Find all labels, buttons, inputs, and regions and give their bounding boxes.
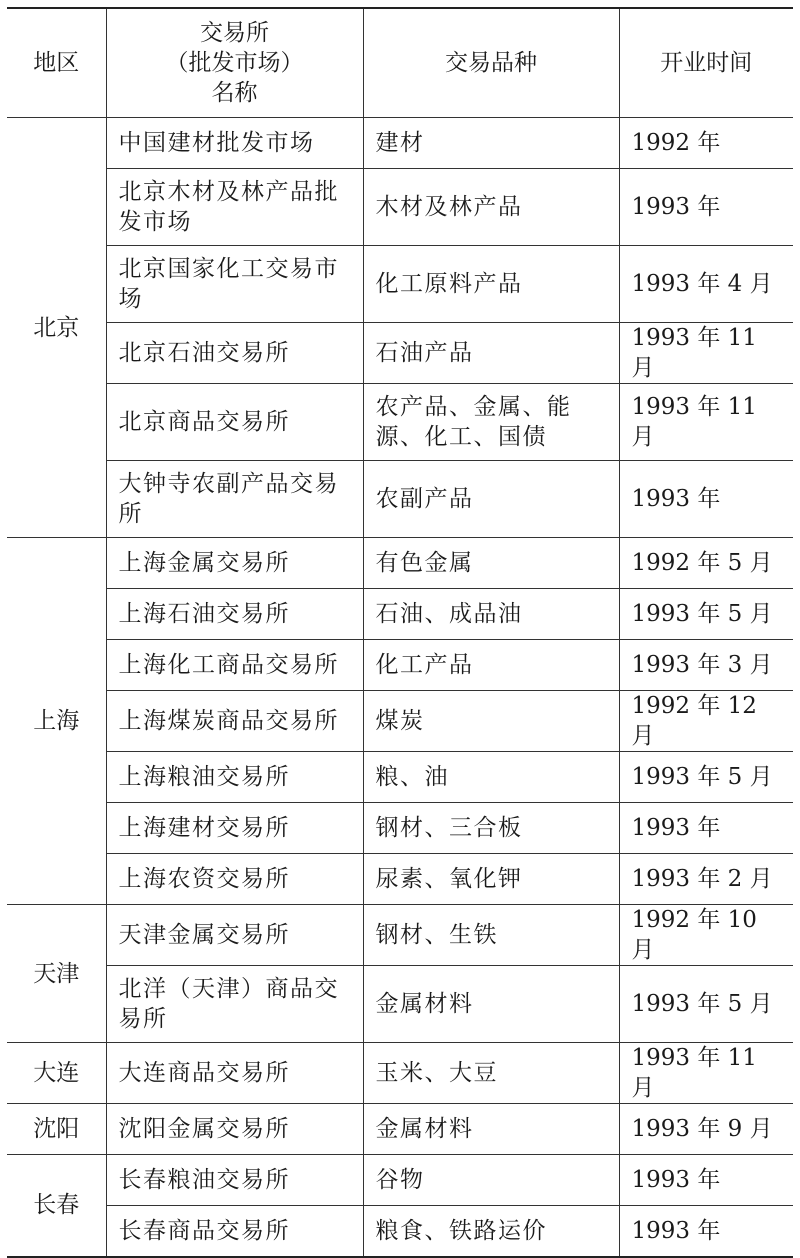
open-time-cell: 1992 年 12 月 xyxy=(619,691,793,752)
table-row xyxy=(7,461,793,538)
open-time-cell: 1993 年 xyxy=(619,461,793,538)
header-name-line2: （批发市场） xyxy=(165,50,304,76)
open-time-cell: 1993 年 9 月 xyxy=(619,1104,793,1155)
header-name-line3: 名称 xyxy=(211,80,258,106)
variety-cell: 化工产品 xyxy=(363,640,619,691)
open-time-cell: 1993 年 5 月 xyxy=(619,752,793,803)
exchange-name-cell: 上海化工商品交易所 xyxy=(106,640,363,691)
exchange-name-cell: 长春粮油交易所 xyxy=(106,1155,363,1206)
open-time-cell: 1993 年 xyxy=(619,1155,793,1206)
open-time-cell: 1992 年 xyxy=(619,118,793,169)
open-time-cell: 1993 年 xyxy=(619,803,793,854)
table-row xyxy=(7,1155,793,1206)
header-name xyxy=(106,8,363,118)
table-row xyxy=(7,246,793,323)
variety-cell: 钢材、生铁 xyxy=(363,905,619,966)
variety-cell: 尿素、氧化钾 xyxy=(363,854,619,905)
exchange-name-cell: 上海煤炭商品交易所 xyxy=(106,691,363,752)
variety-cell: 石油、成品油 xyxy=(363,589,619,640)
region-cell: 长春 xyxy=(7,1155,106,1257)
variety-cell: 金属材料 xyxy=(363,1104,619,1155)
table-row xyxy=(7,118,793,169)
variety-cell: 农产品、金属、能源、化工、国债 xyxy=(363,384,619,461)
exchange-name-cell: 长春商品交易所 xyxy=(106,1206,363,1257)
exchange-name-cell: 北京木材及林产品批发市场 xyxy=(106,169,363,246)
open-time-cell: 1992 年 5 月 xyxy=(619,538,793,589)
header-variety: 交易品种 xyxy=(363,8,619,118)
exchange-name-cell: 北京石油交易所 xyxy=(106,323,363,384)
header-region: 地区 xyxy=(7,8,106,118)
exchange-name-cell: 沈阳金属交易所 xyxy=(106,1104,363,1155)
table-row xyxy=(7,589,793,640)
table-row xyxy=(7,854,793,905)
variety-cell: 石油产品 xyxy=(363,323,619,384)
header-open-time: 开业时间 xyxy=(619,8,793,118)
open-time-cell: 1993 年 xyxy=(619,169,793,246)
exchange-name-cell: 北洋（天津）商品交易所 xyxy=(106,966,363,1043)
open-time-cell: 1993 年 3 月 xyxy=(619,640,793,691)
table-row xyxy=(7,169,793,246)
table-row xyxy=(7,323,793,384)
region-cell: 北京 xyxy=(7,118,106,538)
variety-cell: 粮、油 xyxy=(363,752,619,803)
exchange-name-cell: 上海建材交易所 xyxy=(106,803,363,854)
open-time-cell: 1993 年 5 月 xyxy=(619,589,793,640)
variety-cell: 农副产品 xyxy=(363,461,619,538)
open-time-cell: 1993 年 11 月 xyxy=(619,1043,793,1104)
exchange-name-cell: 上海石油交易所 xyxy=(106,589,363,640)
table-row xyxy=(7,384,793,461)
header-name-line1: 交易所 xyxy=(200,20,269,46)
table-row xyxy=(7,691,793,752)
region-cell: 沈阳 xyxy=(7,1104,106,1155)
open-time-cell: 1993 年 2 月 xyxy=(619,854,793,905)
table-row xyxy=(7,752,793,803)
table-row xyxy=(7,803,793,854)
exchange-name-cell: 天津金属交易所 xyxy=(106,905,363,966)
table-row xyxy=(7,966,793,1043)
exchange-name-cell: 大连商品交易所 xyxy=(106,1043,363,1104)
variety-cell: 金属材料 xyxy=(363,966,619,1043)
open-time-cell: 1993 年 4 月 xyxy=(619,246,793,323)
variety-cell: 粮食、铁路运价 xyxy=(363,1206,619,1257)
exchange-name-cell: 中国建材批发市场 xyxy=(106,118,363,169)
variety-cell: 有色金属 xyxy=(363,538,619,589)
table-row xyxy=(7,1104,793,1155)
exchange-table xyxy=(7,7,793,1258)
exchange-name-cell: 上海金属交易所 xyxy=(106,538,363,589)
exchange-name-cell: 大钟寺农副产品交易所 xyxy=(106,461,363,538)
open-time-cell: 1993 年 5 月 xyxy=(619,966,793,1043)
table-row xyxy=(7,1043,793,1104)
variety-cell: 钢材、三合板 xyxy=(363,803,619,854)
open-time-cell: 1993 年 xyxy=(619,1206,793,1257)
exchange-name-cell: 北京商品交易所 xyxy=(106,384,363,461)
header-row xyxy=(7,8,793,118)
region-cell: 天津 xyxy=(7,905,106,1043)
variety-cell: 建材 xyxy=(363,118,619,169)
variety-cell: 谷物 xyxy=(363,1155,619,1206)
exchange-name-cell: 北京国家化工交易市场 xyxy=(106,246,363,323)
variety-cell: 木材及林产品 xyxy=(363,169,619,246)
table-row xyxy=(7,905,793,966)
region-cell: 大连 xyxy=(7,1043,106,1104)
open-time-cell: 1993 年 11 月 xyxy=(619,323,793,384)
table-row xyxy=(7,538,793,589)
exchange-name-cell: 上海农资交易所 xyxy=(106,854,363,905)
table-row xyxy=(7,1206,793,1257)
exchange-name-cell: 上海粮油交易所 xyxy=(106,752,363,803)
region-cell: 上海 xyxy=(7,538,106,905)
variety-cell: 玉米、大豆 xyxy=(363,1043,619,1104)
variety-cell: 化工原料产品 xyxy=(363,246,619,323)
table-row xyxy=(7,640,793,691)
open-time-cell: 1993 年 11 月 xyxy=(619,384,793,461)
open-time-cell: 1992 年 10 月 xyxy=(619,905,793,966)
variety-cell: 煤炭 xyxy=(363,691,619,752)
